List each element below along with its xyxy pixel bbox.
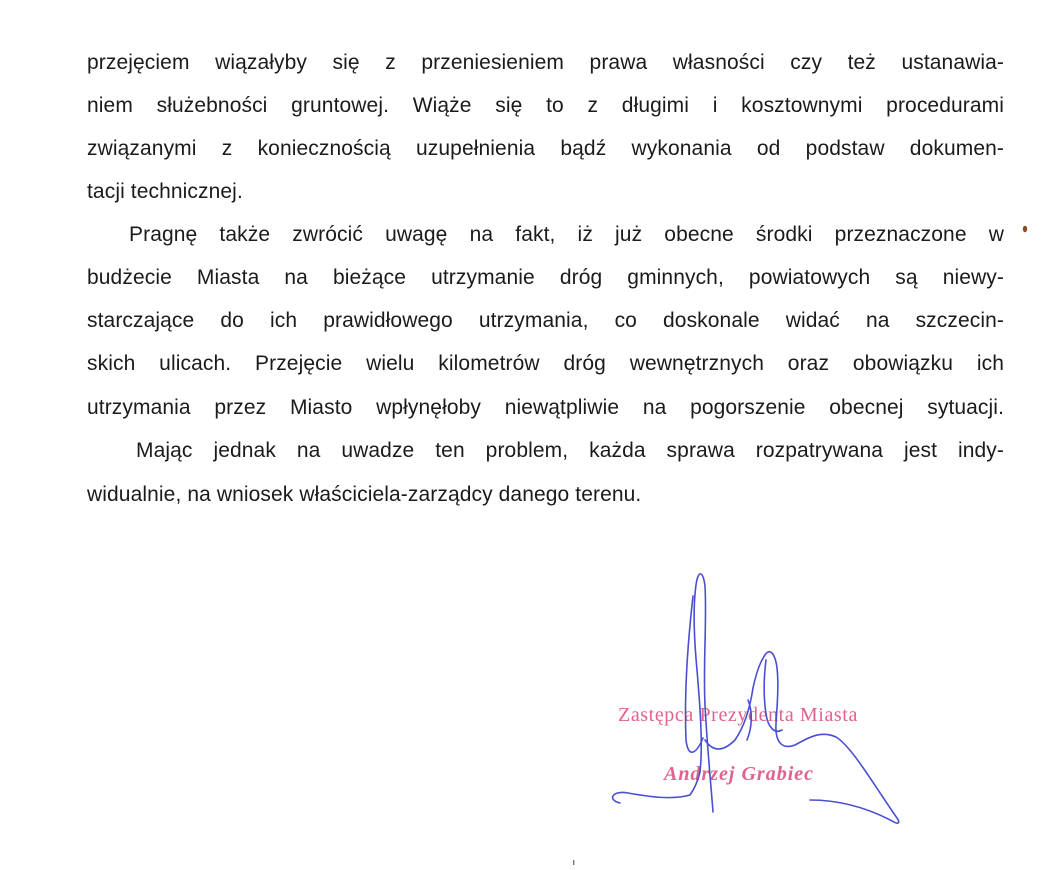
body-line-4: tacji technicznej. bbox=[87, 180, 243, 203]
body-line-6: budżecie Miasta na bieżące utrzymanie dróg gminnych, powiatowych są niewy- bbox=[87, 266, 1004, 289]
body-line-2: niem służebności gruntowej. Wiąże się to z długimi i kosztownymi procedurami bbox=[87, 94, 1004, 117]
stamp-signatory-name: Andrzej Grabiec bbox=[664, 763, 814, 785]
body-line-8: skich ulicach. Przejęcie wielu kilometrów dróg wewnętrznych oraz obowiązku ich bbox=[87, 352, 1004, 375]
body-line-11: widualnie, na wniosek właściciela-zarządcy danego terenu. bbox=[87, 483, 642, 506]
body-line-5: Pragnę także zwrócić uwagę na fakt, iż już obecne środki przeznaczone w bbox=[129, 223, 1004, 246]
body-line-3: związanymi z koniecznością uzupełnienia bądź wykonania od podstaw dokumen- bbox=[87, 137, 1004, 160]
body-line-9: utrzymania przez Miasto wpłynęłoby niewątpliwie na pogorszenie obecnej sytuacji. bbox=[87, 396, 1004, 419]
body-line-1: przejęciem wiązałyby się z przeniesieniem prawa własności czy też ustanawia- bbox=[87, 51, 1004, 74]
body-line-10: Mając jednak na uwadze ten problem, każda sprawa rozpatrywana jest indy- bbox=[136, 439, 1004, 462]
stamp-position-title: Zastępca Prezydenta Miasta bbox=[618, 704, 858, 726]
body-line-7: starczające do ich prawidłowego utrzymania, co doskonale widać na szczecin- bbox=[87, 309, 1004, 332]
